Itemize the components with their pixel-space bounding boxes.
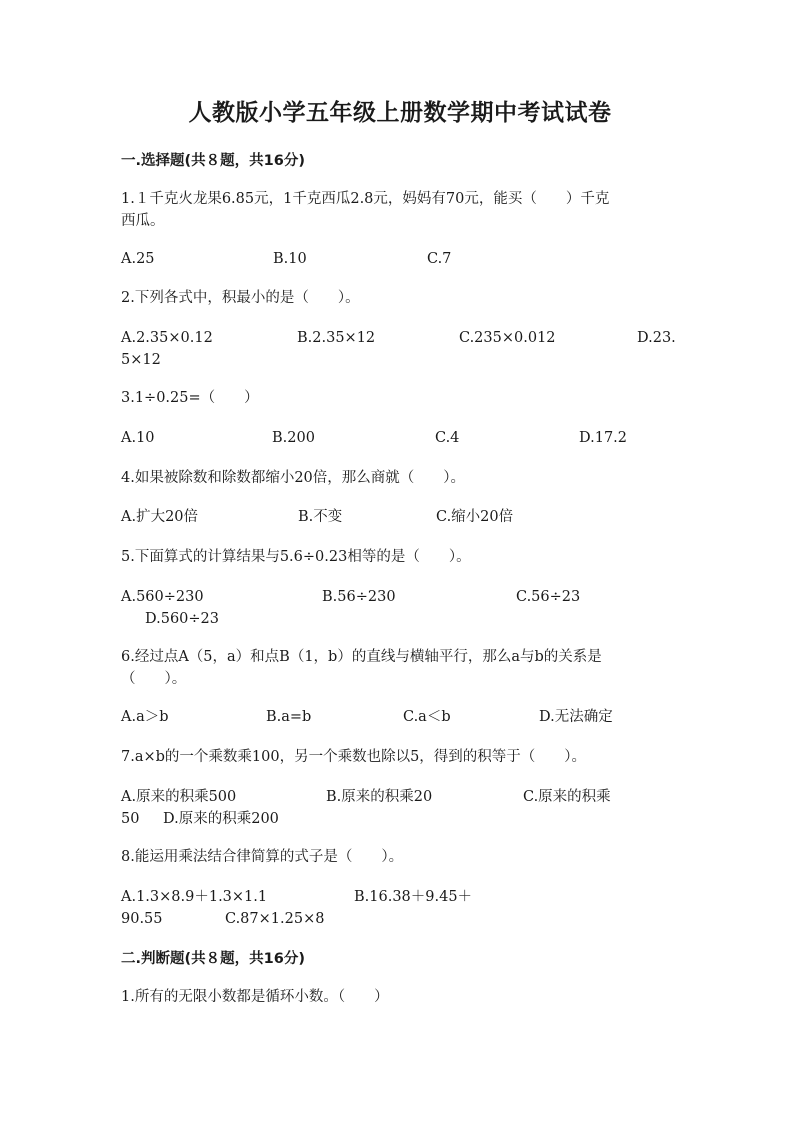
question-stem: 8.能运用乘法结合律简算的式子是（ ）。 bbox=[121, 849, 404, 865]
question-stem-cont: 西瓜。 bbox=[121, 213, 165, 229]
option-b: B.不变 bbox=[298, 509, 343, 525]
option-b-cont: 90.55 bbox=[121, 911, 163, 927]
option-c-cont: 50 bbox=[121, 811, 140, 827]
question-stem: 5.下面算式的计算结果与5.6÷0.23相等的是（ ）。 bbox=[121, 549, 471, 565]
option-d: D.17.2 bbox=[579, 430, 628, 446]
question-8-options bbox=[121, 886, 681, 930]
question-7-options bbox=[121, 786, 681, 830]
question-1 bbox=[121, 188, 681, 232]
option-b: B.200 bbox=[272, 430, 315, 446]
question-stem: 1.１千克火龙果6.85元，1千克西瓜2.8元，妈妈有70元，能买（ ）千克 bbox=[121, 191, 610, 207]
question-stem: 7.a×b的一个乘数乘100，另一个乘数也除以5，得到的积等于（ ）。 bbox=[121, 749, 587, 765]
option-c: C.87×1.25×8 bbox=[225, 911, 325, 927]
option-c: C.原来的积乘 bbox=[523, 789, 611, 805]
judge-question-1 bbox=[121, 986, 681, 1008]
question-2-options bbox=[121, 327, 681, 371]
section-heading-judge: 二.判断题(共８题，共16分) bbox=[121, 951, 305, 967]
question-5-options bbox=[121, 586, 681, 630]
option-c: C.缩小20倍 bbox=[436, 509, 514, 525]
option-a: A.560÷230 bbox=[121, 589, 204, 605]
question-1-options bbox=[121, 248, 681, 292]
option-a: A.原来的积乘500 bbox=[121, 789, 237, 805]
option-d: D.560÷23 bbox=[145, 611, 219, 627]
option-c: C.7 bbox=[427, 251, 452, 267]
question-2 bbox=[121, 287, 681, 309]
question-6-options bbox=[121, 706, 681, 750]
option-a: A.1.3×8.9＋1.3×1.1 bbox=[121, 889, 268, 905]
option-d: D.无法确定 bbox=[539, 709, 613, 725]
option-b: B.10 bbox=[273, 251, 307, 267]
option-d: D.原来的积乘200 bbox=[163, 811, 279, 827]
question-stem-cont: （ ）。 bbox=[121, 671, 187, 687]
option-b: B.56÷230 bbox=[322, 589, 396, 605]
page-title: 人教版小学五年级上册数学期中考试试卷 bbox=[188, 100, 612, 126]
question-3 bbox=[121, 387, 681, 409]
question-stem: 1.所有的无限小数都是循环小数。（ ） bbox=[121, 989, 389, 1005]
question-stem: 2.下列各式中，积最小的是（ ）。 bbox=[121, 290, 360, 306]
option-c: C.235×0.012 bbox=[459, 330, 556, 346]
question-8 bbox=[121, 846, 681, 868]
question-7 bbox=[121, 746, 681, 768]
option-b: B.a=b bbox=[266, 709, 312, 725]
option-a: A.a＞b bbox=[121, 709, 169, 725]
option-c: C.56÷23 bbox=[516, 589, 581, 605]
question-6 bbox=[121, 646, 681, 690]
option-b: B.2.35×12 bbox=[297, 330, 376, 346]
question-stem: 4.如果被除数和除数都缩小20倍，那么商就（ ）。 bbox=[121, 470, 466, 486]
question-stem: 3.1÷0.25=（ ） bbox=[121, 390, 259, 406]
question-stem: 6.经过点A（5，a）和点B（1，b）的直线与横轴平行，那么a与b的关系是 bbox=[121, 649, 602, 665]
question-3-options bbox=[121, 427, 681, 471]
option-c: C.4 bbox=[435, 430, 460, 446]
question-5 bbox=[121, 546, 681, 568]
option-d-cont: 5×12 bbox=[121, 352, 161, 368]
option-b: B.16.38＋9.45＋ bbox=[354, 889, 473, 905]
option-a: A.25 bbox=[121, 251, 155, 267]
section-heading-choice: 一.选择题(共８题，共16分) bbox=[121, 153, 305, 169]
option-a: A.10 bbox=[121, 430, 155, 446]
option-a: A.2.35×0.12 bbox=[121, 330, 213, 346]
option-d: D.23. bbox=[637, 330, 676, 346]
question-4-options bbox=[121, 506, 681, 550]
option-c: C.a＜b bbox=[403, 709, 451, 725]
option-a: A.扩大20倍 bbox=[121, 509, 199, 525]
option-b: B.原来的积乘20 bbox=[326, 789, 433, 805]
question-4 bbox=[121, 467, 681, 489]
